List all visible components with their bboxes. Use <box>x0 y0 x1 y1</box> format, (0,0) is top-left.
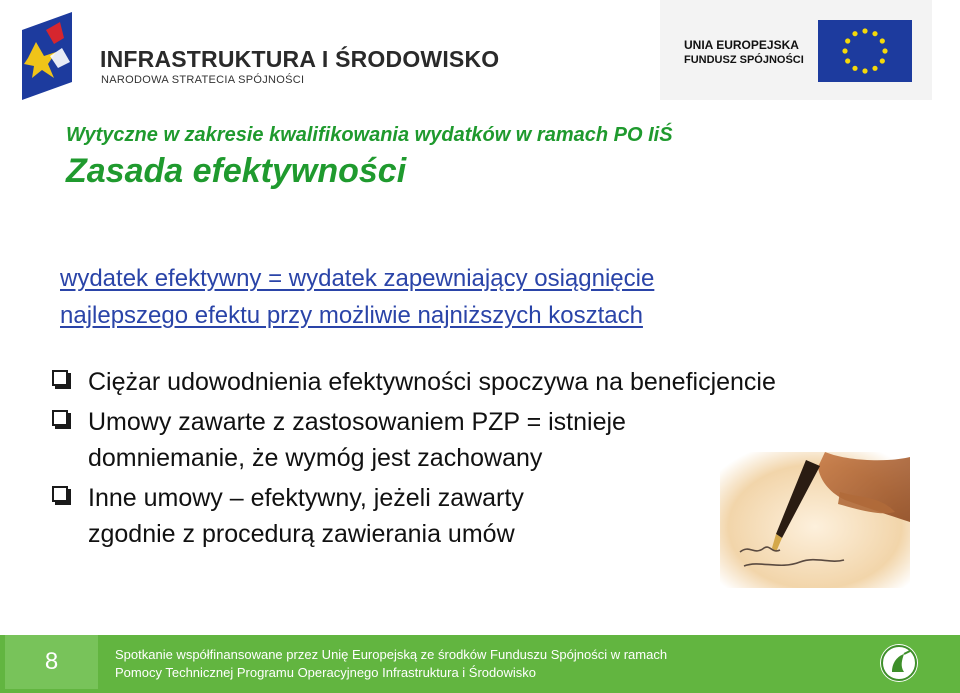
stork-emblem-icon <box>880 644 918 682</box>
definition-text <box>60 260 880 334</box>
fund-name: FUNDUSZ SPÓJNOŚCI <box>684 54 804 66</box>
logo-tagline: NARODOWA STRATECIA SPÓJNOŚCI <box>101 74 305 86</box>
footer-line-2: Pomocy Technicznej Programu Operacyjnego Infrastruktura i Środowisko <box>115 665 537 680</box>
bullet-text: Inne umowy – efektywny, jeżeli zawarty zgodnie z procedurą zawierania umów <box>88 484 524 548</box>
definition-line-1: wydatek efektywny = wydatek zapewniający osiągnięcie <box>60 265 655 292</box>
footer-line-1: Spotkanie współfinansowane przez Unię Europejską ze środków Funduszu Spójności w ramach <box>115 647 668 662</box>
page-number: 8 <box>5 635 98 689</box>
footer-bar <box>0 635 960 693</box>
checkbox-bullet-icon <box>52 410 68 426</box>
eu-flag-icon <box>818 20 912 82</box>
bullet-text: Umowy zawarte z zastosowaniem PZP = istnieje domniemanie, że wymóg jest zachowany <box>88 408 626 472</box>
slide-subtitle: Wytyczne w zakresie kwalifikowania wydatków w ramach PO IiŚ <box>66 124 673 146</box>
bullet-item <box>52 364 912 400</box>
checkbox-bullet-icon <box>52 486 68 502</box>
bullet-text: Ciężar udowodnienia efektywności spoczywa na beneficjencie <box>88 368 776 396</box>
checkbox-bullet-icon <box>52 370 68 386</box>
eu-cohesion-fund-logo <box>660 0 932 100</box>
footer-note <box>115 646 667 682</box>
logo-name: INFRASTRUKTURA I ŚRODOWISKO <box>100 46 500 72</box>
definition-line-2: najlepszego efektu przy możliwie najniższych kosztach <box>60 302 643 329</box>
strategy-flag-icon <box>20 12 90 102</box>
infrastruktura-logo <box>20 12 500 102</box>
fountain-pen-signing-image <box>720 452 910 588</box>
eu-name: UNIA EUROPEJSKA <box>684 38 799 52</box>
slide-title: Zasada efektywności <box>66 152 407 190</box>
